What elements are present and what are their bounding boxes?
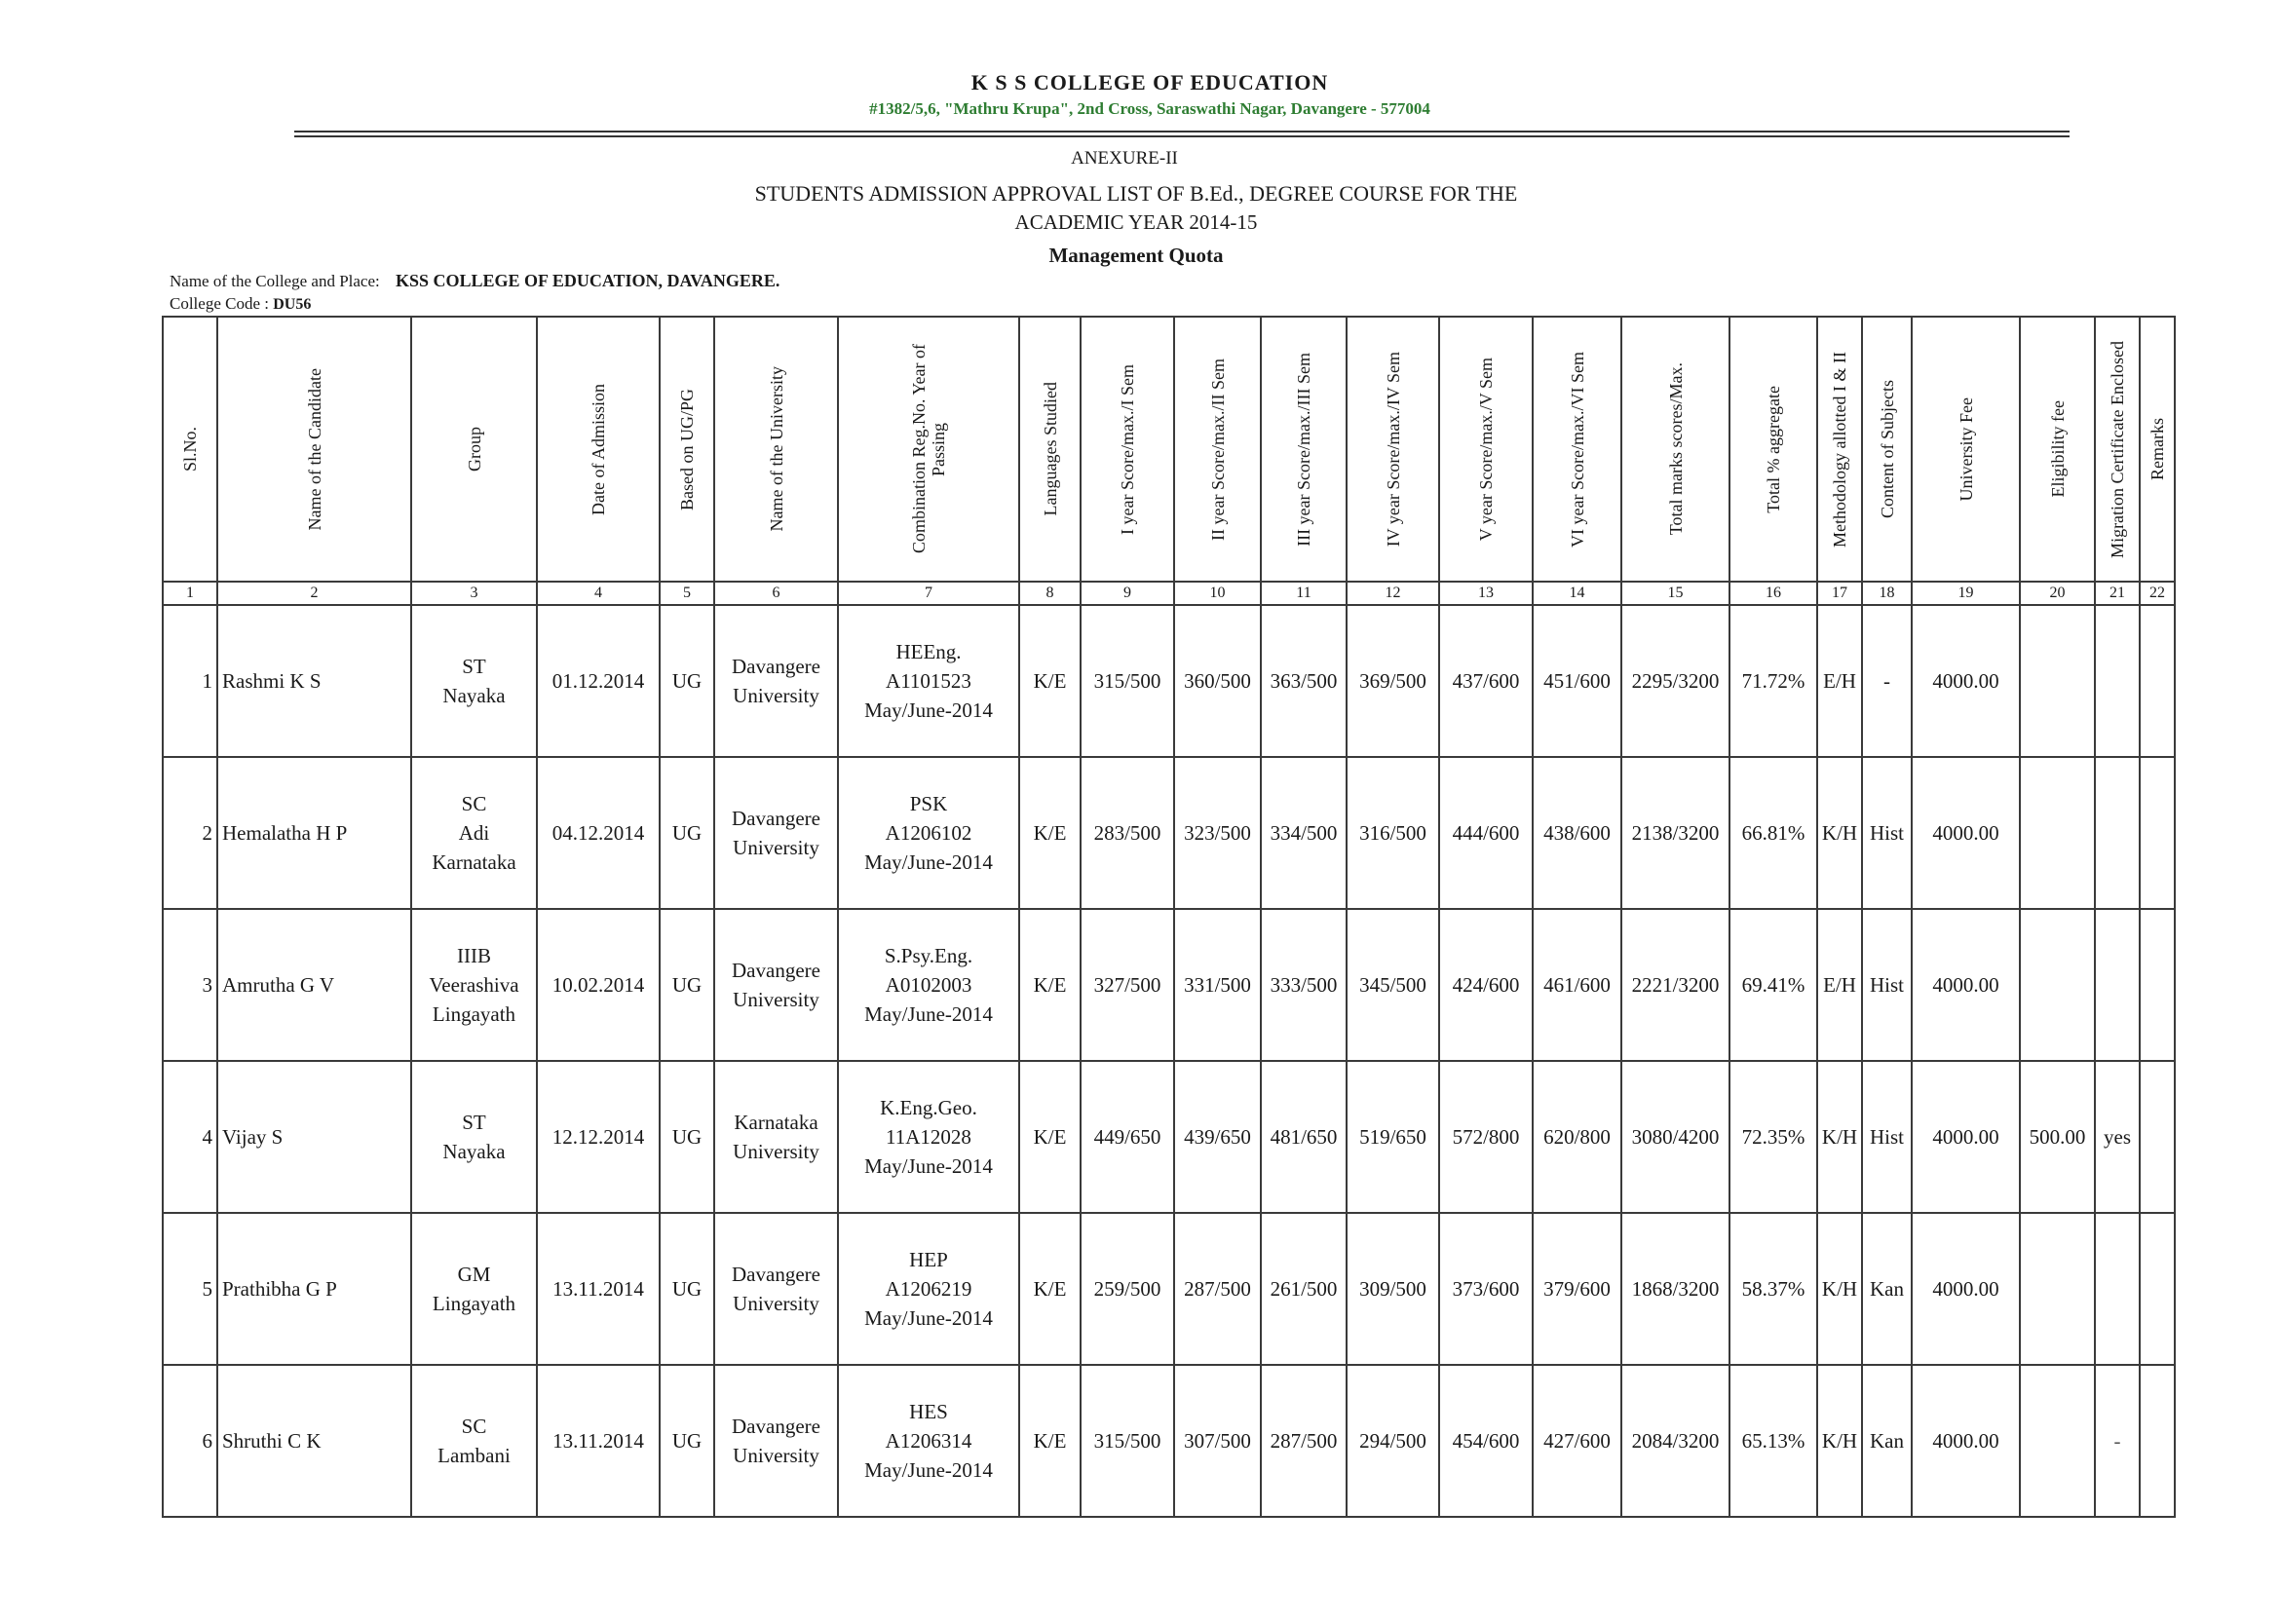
column-header — [411, 317, 537, 582]
score-year-3-cell: 333/500 — [1261, 909, 1347, 1061]
migration-cert-cell: - — [2095, 1365, 2140, 1517]
score-year-2-cell: 360/500 — [1174, 605, 1261, 757]
university-cell: Karnataka University — [714, 1061, 838, 1213]
combination-cell: K.Eng.Geo. 11A12028 May/June-2014 — [838, 1061, 1019, 1213]
column-header — [2020, 317, 2095, 582]
column-number: 3 — [411, 582, 537, 605]
column-header — [1621, 317, 1729, 582]
score-year-1-cell: 259/500 — [1081, 1213, 1174, 1365]
column-header — [838, 317, 1019, 582]
total-marks-cell: 2084/3200 — [1621, 1365, 1729, 1517]
candidate-name-cell: Amrutha G V — [217, 909, 411, 1061]
score-year-3-cell: 334/500 — [1261, 757, 1347, 909]
column-header-label: Migration Certificate Enclosed — [2108, 340, 2127, 558]
column-header — [1174, 317, 1261, 582]
based-on-cell: UG — [660, 1213, 714, 1365]
column-header-label: Total % aggregate — [1764, 385, 1783, 513]
content-subject-cell: Hist — [1862, 909, 1912, 1061]
languages-cell: K/E — [1019, 1365, 1081, 1517]
serial-number-cell: 6 — [163, 1365, 217, 1517]
column-number: 16 — [1729, 582, 1817, 605]
column-number: 2 — [217, 582, 411, 605]
migration-cert-cell — [2095, 605, 2140, 757]
aggregate-percent-cell: 65.13% — [1729, 1365, 1817, 1517]
migration-cert-cell — [2095, 757, 2140, 909]
college-code-line — [170, 294, 311, 314]
score-year-3-cell: 363/500 — [1261, 605, 1347, 757]
annexure-label: ANEXURE-II — [1071, 148, 1178, 169]
college-code-label: College Code : — [170, 294, 269, 313]
candidate-name-cell: Hemalatha H P — [217, 757, 411, 909]
total-marks-cell: 2138/3200 — [1621, 757, 1729, 909]
methodology-cell: K/H — [1817, 1061, 1862, 1213]
column-header-label: VI year Score/max./VI Sem — [1567, 351, 1587, 548]
admission-table — [162, 316, 2176, 1518]
university-fee-cell: 4000.00 — [1912, 605, 2020, 757]
score-year-5-cell: 444/600 — [1439, 757, 1533, 909]
score-year-1-cell: 283/500 — [1081, 757, 1174, 909]
column-header — [1347, 317, 1439, 582]
column-header — [660, 317, 714, 582]
admission-date-cell: 12.12.2014 — [537, 1061, 660, 1213]
column-header-label: Based on UG/PG — [677, 388, 697, 510]
column-number: 9 — [1081, 582, 1174, 605]
column-header — [537, 317, 660, 582]
combination-cell: HES A1206314 May/June-2014 — [838, 1365, 1019, 1517]
methodology-cell: K/H — [1817, 1365, 1862, 1517]
languages-cell: K/E — [1019, 757, 1081, 909]
serial-number-cell: 3 — [163, 909, 217, 1061]
header-rule-top — [294, 131, 2070, 132]
score-year-6-cell: 427/600 — [1533, 1365, 1621, 1517]
college-address: #1382/5,6, "Mathru Krupa", 2nd Cross, Saraswathi Nagar, Davangere - 577004 — [869, 99, 1430, 118]
column-header — [217, 317, 411, 582]
college-place-value: KSS COLLEGE OF EDUCATION, DAVANGERE. — [395, 271, 780, 290]
column-header — [1019, 317, 1081, 582]
score-year-4-cell: 519/650 — [1347, 1061, 1439, 1213]
group-cell: SC Lambani — [411, 1365, 537, 1517]
eligibility-fee-cell — [2020, 909, 2095, 1061]
serial-number-cell: 1 — [163, 605, 217, 757]
score-year-2-cell: 307/500 — [1174, 1365, 1261, 1517]
score-year-2-cell: 287/500 — [1174, 1213, 1261, 1365]
score-year-6-cell: 379/600 — [1533, 1213, 1621, 1365]
migration-cert-cell — [2095, 1213, 2140, 1365]
column-header-label: Sl.No. — [180, 426, 200, 472]
eligibility-fee-cell — [2020, 605, 2095, 757]
column-header-label: II year Score/max./II Sem — [1207, 358, 1228, 541]
score-year-5-cell: 437/600 — [1439, 605, 1533, 757]
languages-cell: K/E — [1019, 605, 1081, 757]
column-number: 8 — [1019, 582, 1081, 605]
score-year-5-cell: 572/800 — [1439, 1061, 1533, 1213]
column-header — [1912, 317, 2020, 582]
combination-cell: PSK A1206102 May/June-2014 — [838, 757, 1019, 909]
column-number: 18 — [1862, 582, 1912, 605]
admission-date-cell: 04.12.2014 — [537, 757, 660, 909]
college-place-label: Name of the College and Place: — [170, 272, 380, 290]
column-number: 7 — [838, 582, 1019, 605]
combination-cell: HEEng. A1101523 May/June-2014 — [838, 605, 1019, 757]
header-rule-bottom — [294, 135, 2070, 137]
column-header — [1729, 317, 1817, 582]
university-fee-cell: 4000.00 — [1912, 1061, 2020, 1213]
column-number: 21 — [2095, 582, 2140, 605]
based-on-cell: UG — [660, 1061, 714, 1213]
column-number: 10 — [1174, 582, 1261, 605]
table-row — [163, 1213, 2175, 1365]
university-fee-cell: 4000.00 — [1912, 909, 2020, 1061]
methodology-cell: K/H — [1817, 757, 1862, 909]
column-number: 12 — [1347, 582, 1439, 605]
column-number: 14 — [1533, 582, 1621, 605]
column-header — [1817, 317, 1862, 582]
score-year-1-cell: 327/500 — [1081, 909, 1174, 1061]
aggregate-percent-cell: 66.81% — [1729, 757, 1817, 909]
table-row — [163, 605, 2175, 757]
candidate-name-cell: Rashmi K S — [217, 605, 411, 757]
serial-number-cell: 4 — [163, 1061, 217, 1213]
table-row — [163, 757, 2175, 909]
column-number: 11 — [1261, 582, 1347, 605]
column-header-label: Date of Admission — [589, 383, 608, 515]
score-year-3-cell: 287/500 — [1261, 1365, 1347, 1517]
column-header — [1439, 317, 1533, 582]
score-year-3-cell: 481/650 — [1261, 1061, 1347, 1213]
column-header-label: V year Score/max./V Sem — [1476, 357, 1496, 542]
table-row — [163, 1365, 2175, 1517]
score-year-2-cell: 323/500 — [1174, 757, 1261, 909]
college-name: K S S COLLEGE OF EDUCATION — [970, 70, 1329, 94]
methodology-cell: E/H — [1817, 605, 1862, 757]
column-number: 13 — [1439, 582, 1533, 605]
score-year-6-cell: 620/800 — [1533, 1061, 1621, 1213]
column-header — [163, 317, 217, 582]
remarks-cell — [2140, 1213, 2175, 1365]
column-number: 20 — [2020, 582, 2095, 605]
column-header-label: IV year Score/max./IV Sem — [1383, 351, 1403, 548]
column-number: 6 — [714, 582, 838, 605]
column-header — [714, 317, 838, 582]
score-year-4-cell: 316/500 — [1347, 757, 1439, 909]
methodology-cell: K/H — [1817, 1213, 1862, 1365]
score-year-1-cell: 315/500 — [1081, 1365, 1174, 1517]
languages-cell: K/E — [1019, 909, 1081, 1061]
migration-cert-cell: yes — [2095, 1061, 2140, 1213]
column-header-label: Name of the Candidate — [304, 367, 324, 531]
table-row — [163, 909, 2175, 1061]
aggregate-percent-cell: 72.35% — [1729, 1061, 1817, 1213]
table-row — [163, 1061, 2175, 1213]
languages-cell: K/E — [1019, 1061, 1081, 1213]
score-year-4-cell: 294/500 — [1347, 1365, 1439, 1517]
eligibility-fee-cell: 500.00 — [2020, 1061, 2095, 1213]
remarks-cell — [2140, 757, 2175, 909]
content-subject-cell: Hist — [1862, 757, 1912, 909]
column-header-row — [163, 317, 2175, 582]
column-header-label: I year Score/max./I Sem — [1118, 363, 1137, 535]
document-title-line-1: STUDENTS ADMISSION APPROVAL LIST OF B.Ed., DEGREE COURSE FOR THE — [754, 181, 1518, 206]
serial-number-cell: 2 — [163, 757, 217, 909]
column-header-label: Total marks scores/Max. — [1665, 362, 1686, 536]
candidate-name-cell: Shruthi C K — [217, 1365, 411, 1517]
column-header-label: Group — [464, 427, 484, 472]
group-cell: SC Adi Karnataka — [411, 757, 537, 909]
column-header — [2140, 317, 2175, 582]
score-year-6-cell: 461/600 — [1533, 909, 1621, 1061]
based-on-cell: UG — [660, 1365, 714, 1517]
score-year-4-cell: 309/500 — [1347, 1213, 1439, 1365]
group-cell: GM Lingayath — [411, 1213, 537, 1365]
column-header — [1533, 317, 1621, 582]
score-year-4-cell: 345/500 — [1347, 909, 1439, 1061]
score-year-3-cell: 261/500 — [1261, 1213, 1347, 1365]
document-title-line-2: ACADEMIC YEAR 2014-15 — [1014, 210, 1258, 234]
score-year-2-cell: 439/650 — [1174, 1061, 1261, 1213]
methodology-cell: E/H — [1817, 909, 1862, 1061]
college-place-line — [170, 271, 779, 291]
column-header-label: Eligibility fee — [2047, 400, 2068, 498]
score-year-5-cell: 373/600 — [1439, 1213, 1533, 1365]
university-fee-cell: 4000.00 — [1912, 1213, 2020, 1365]
score-year-2-cell: 331/500 — [1174, 909, 1261, 1061]
column-header-label: Content of Subjects — [1877, 380, 1897, 518]
based-on-cell: UG — [660, 909, 714, 1061]
column-number-row — [163, 582, 2175, 605]
total-marks-cell: 2221/3200 — [1621, 909, 1729, 1061]
aggregate-percent-cell: 69.41% — [1729, 909, 1817, 1061]
university-cell: Davangere University — [714, 1213, 838, 1365]
column-number: 15 — [1621, 582, 1729, 605]
total-marks-cell: 1868/3200 — [1621, 1213, 1729, 1365]
score-year-6-cell: 451/600 — [1533, 605, 1621, 757]
score-year-5-cell: 424/600 — [1439, 909, 1533, 1061]
column-number: 19 — [1912, 582, 2020, 605]
remarks-cell — [2140, 1365, 2175, 1517]
remarks-cell — [2140, 909, 2175, 1061]
admission-date-cell: 13.11.2014 — [537, 1365, 660, 1517]
column-number: 1 — [163, 582, 217, 605]
remarks-cell — [2140, 1061, 2175, 1213]
group-cell: IIIB Veerashiva Lingayath — [411, 909, 537, 1061]
content-subject-cell: Kan — [1862, 1213, 1912, 1365]
university-cell: Davangere University — [714, 605, 838, 757]
total-marks-cell: 2295/3200 — [1621, 605, 1729, 757]
content-subject-cell: Kan — [1862, 1365, 1912, 1517]
migration-cert-cell — [2095, 909, 2140, 1061]
university-cell: Davangere University — [714, 1365, 838, 1517]
content-subject-cell: - — [1862, 605, 1912, 757]
column-header — [2095, 317, 2140, 582]
column-number: 17 — [1817, 582, 1862, 605]
column-number: 4 — [537, 582, 660, 605]
column-header-label: University Fee — [1956, 397, 1976, 502]
remarks-cell — [2140, 605, 2175, 757]
score-year-1-cell: 449/650 — [1081, 1061, 1174, 1213]
eligibility-fee-cell — [2020, 757, 2095, 909]
column-header-label: III year Score/max./III Sem — [1294, 352, 1313, 547]
column-header — [1862, 317, 1912, 582]
column-header-label: Combination Reg.No. Year of Passing — [909, 344, 948, 554]
column-header — [1081, 317, 1174, 582]
score-year-6-cell: 438/600 — [1533, 757, 1621, 909]
total-marks-cell: 3080/4200 — [1621, 1061, 1729, 1213]
combination-cell: HEP A1206219 May/June-2014 — [838, 1213, 1019, 1365]
column-header-label: Methodology allotted I & II — [1830, 351, 1849, 548]
based-on-cell: UG — [660, 757, 714, 909]
based-on-cell: UG — [660, 605, 714, 757]
quota-heading: Management Quota — [1048, 244, 1224, 267]
score-year-5-cell: 454/600 — [1439, 1365, 1533, 1517]
languages-cell: K/E — [1019, 1213, 1081, 1365]
candidate-name-cell: Prathibha G P — [217, 1213, 411, 1365]
aggregate-percent-cell: 71.72% — [1729, 605, 1817, 757]
college-code-value: DU56 — [273, 296, 312, 313]
serial-number-cell: 5 — [163, 1213, 217, 1365]
aggregate-percent-cell: 58.37% — [1729, 1213, 1817, 1365]
admission-date-cell: 13.11.2014 — [537, 1213, 660, 1365]
column-header — [1261, 317, 1347, 582]
group-cell: ST Nayaka — [411, 1061, 537, 1213]
group-cell: ST Nayaka — [411, 605, 537, 757]
university-cell: Davangere University — [714, 909, 838, 1061]
university-fee-cell: 4000.00 — [1912, 757, 2020, 909]
column-header-label: Remarks — [2147, 418, 2167, 480]
eligibility-fee-cell — [2020, 1365, 2095, 1517]
combination-cell: S.Psy.Eng. A0102003 May/June-2014 — [838, 909, 1019, 1061]
candidate-name-cell: Vijay S — [217, 1061, 411, 1213]
university-fee-cell: 4000.00 — [1912, 1365, 2020, 1517]
column-number: 22 — [2140, 582, 2175, 605]
admission-date-cell: 10.02.2014 — [537, 909, 660, 1061]
column-number: 5 — [660, 582, 714, 605]
content-subject-cell: Hist — [1862, 1061, 1912, 1213]
university-cell: Davangere University — [714, 757, 838, 909]
column-header-label: Name of the University — [766, 366, 786, 532]
score-year-4-cell: 369/500 — [1347, 605, 1439, 757]
eligibility-fee-cell — [2020, 1213, 2095, 1365]
score-year-1-cell: 315/500 — [1081, 605, 1174, 757]
admission-date-cell: 01.12.2014 — [537, 605, 660, 757]
column-header-label: Languages Studied — [1040, 382, 1060, 516]
